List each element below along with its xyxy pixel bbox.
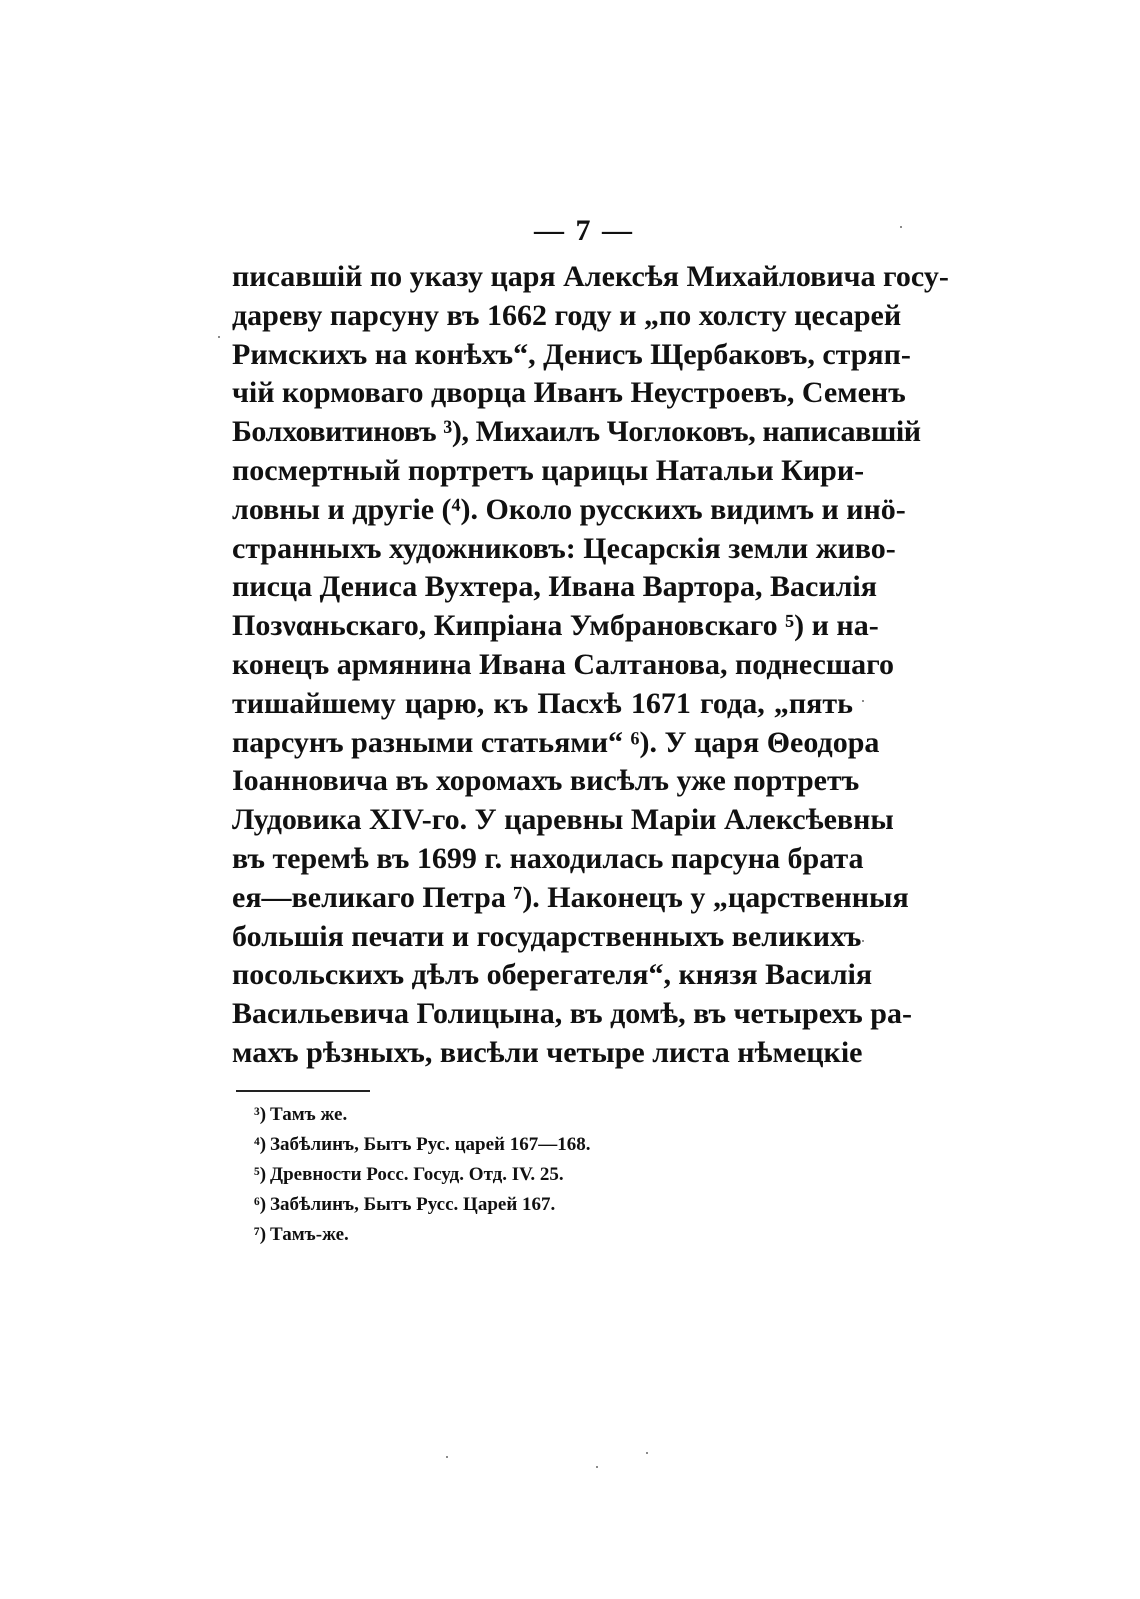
text-line: большія печати и государственныхъ великихъ (232, 919, 862, 953)
page-number: — 7 — (534, 214, 634, 247)
footnote-item (254, 1190, 754, 1220)
text-line: Позναньскаго, Кипріана Умбрановскаго ⁵) и на- (232, 609, 879, 643)
body-text (232, 258, 949, 1073)
scan-speck (446, 1456, 448, 1458)
footnote-text: Забѣлинъ, Бытъ Рус. царей 167—168. (270, 1134, 591, 1155)
text-line: тишайшему царю, къ Пасхѣ 1671 года, „пять (232, 686, 853, 720)
text-line: Римскихъ на конѣхъ“, Денисъ Щербаковъ, стряп- (232, 337, 911, 371)
text-line: парсунъ разными статьями“ ⁶). У царя Θеодора (232, 725, 880, 759)
footnote-text: Древности Росс. Госуд. Отд. IV. 25. (270, 1164, 564, 1185)
text-line: Іоанновича въ хоромахъ висѣлъ уже портретъ (232, 764, 860, 798)
scan-speck (900, 226, 902, 228)
footnote-text: Тамъ же. (270, 1104, 348, 1125)
text-line: въ теремѣ въ 1699 г. находилась парсуна брата (232, 841, 864, 875)
text-line: писца Дениса Вухтера, Ивана Вартора, Василія (232, 570, 877, 604)
text-line: дареву парсуну въ 1662 году и „по холсту цесарей (232, 298, 902, 332)
footnote-mark: ⁴) (254, 1134, 267, 1155)
text-line: конецъ армянина Ивана Салтанова, поднесшаго (232, 647, 895, 681)
footnote-mark: ⁶) (254, 1194, 267, 1215)
text-line: чій кормоваго дворца Иванъ Неустроевъ, Семенъ (232, 376, 906, 410)
scan-speck (596, 1466, 598, 1468)
scan-speck (862, 700, 864, 702)
footnote-text: Тамъ-же. (270, 1224, 349, 1245)
scan-speck (218, 336, 220, 338)
scan-speck (646, 1452, 648, 1454)
footnote-separator (236, 1090, 370, 1092)
footnote-item (254, 1160, 754, 1190)
text-line: посмертный портретъ царицы Натальи Кири- (232, 453, 865, 487)
footnote-item (254, 1100, 754, 1130)
text-line: ловны и другіе (⁴). Около русскихъ видимъ и инӧ- (232, 492, 906, 526)
footnote-mark: ⁷) (254, 1224, 267, 1245)
text-line: странныхъ художниковъ: Цесарскія земли живо- (232, 531, 896, 565)
text-line: Лудовика XIV-го. У царевны Маріи Алексѣевны (232, 803, 894, 837)
footnote-text: Забѣлинъ, Бытъ Русс. Царей 167. (270, 1194, 556, 1215)
text-line: ея—великаго Петра ⁷). Наконецъ у „царственныя (232, 880, 909, 914)
text-line: Васильевича Голицына, въ домѣ, въ четырехъ ра- (232, 997, 912, 1031)
scan-speck (862, 940, 864, 942)
footnote-mark: ⁵) (254, 1164, 267, 1185)
text-line: писавшій по указу царя Алексѣя Михайловича госу- (232, 260, 949, 293)
text-line: махъ рѣзныхъ, висѣли четыре листа нѣмецкіе (232, 1035, 863, 1069)
footnote-item (254, 1130, 754, 1160)
text-line: посольскихъ дѣлъ оберегателя“, князя Василія (232, 958, 873, 992)
footnote-item (254, 1220, 754, 1250)
text-line: Болховитиновъ ³), Михаилъ Чоглоковъ, написавшій (232, 415, 921, 449)
footnotes (254, 1100, 754, 1250)
footnote-mark: ³) (254, 1104, 267, 1125)
